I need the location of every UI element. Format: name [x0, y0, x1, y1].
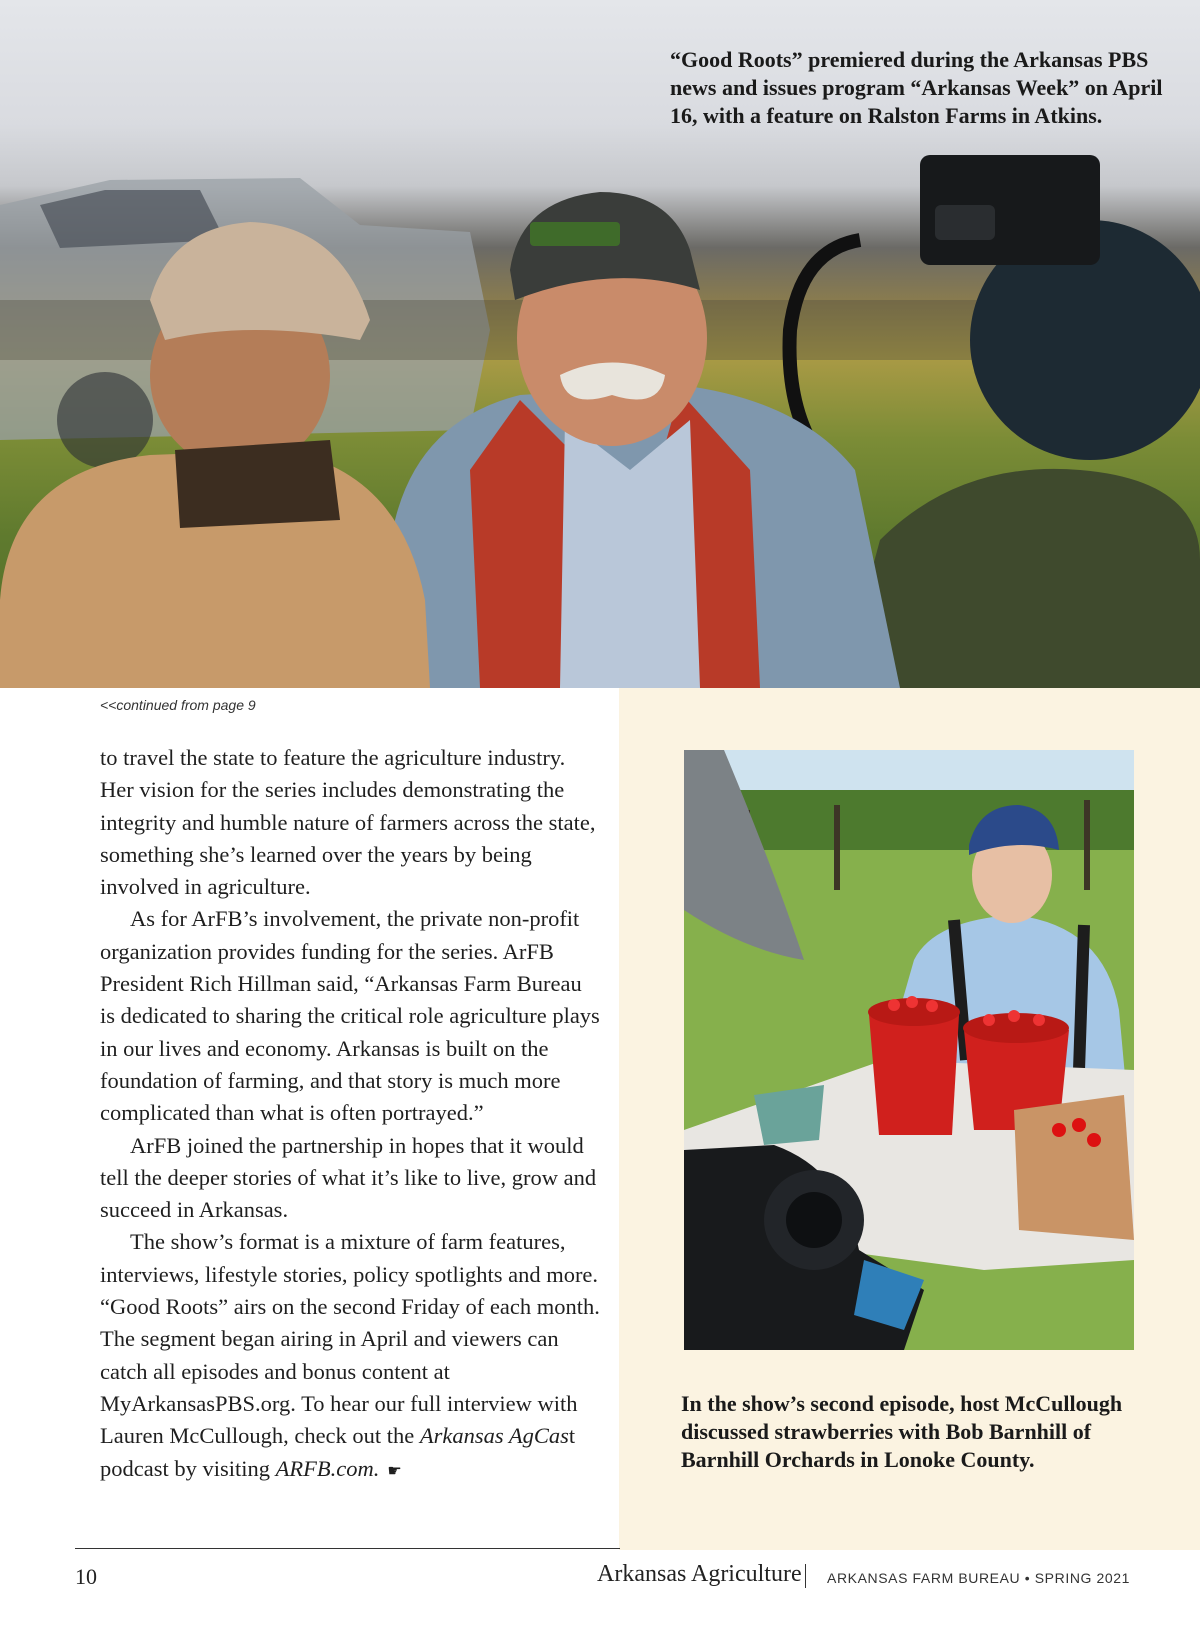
article-text: t podcast by visiting: [100, 1423, 576, 1481]
footer-org-issue: ARKANSAS FARM BUREAU • SPRING 2021: [827, 1570, 1131, 1586]
sidebar-caption: In the show’s second episode, host McCullough discussed strawberries with Bob Barnhill of Barnhill Orchards in Lonoke County.: [681, 1391, 1123, 1472]
strawberry-photo-illustration: [684, 750, 1134, 1350]
page-number: 10: [75, 1564, 97, 1589]
podcast-title: Arkansas AgCas: [419, 1423, 569, 1449]
article-body: [100, 742, 600, 1488]
hero-photo: [0, 0, 1200, 688]
footer-divider: [805, 1564, 806, 1588]
continued-note: <<continued from page 9: [100, 697, 256, 713]
end-mark-icon: ☛: [387, 1462, 402, 1480]
hero-caption: “Good Roots” premiered during the Arkansas PBS news and issues program “Arkansas Week” on April 16, with a feature on Ralston Farms in Atkins.: [670, 47, 1163, 128]
article-paragraph: As for ArFB’s involvement, the private non-profit organization provides funding for the series. ArFB President Rich Hillman said, “Arkansas Farm Bureau is dedicated to sharing the critical role agriculture plays in our lives and economy. Arkansas is built on the foundation of farming, and that story is much more complicated than what is often portrayed.”: [100, 906, 600, 1126]
strawberry-photo: [684, 750, 1134, 1350]
article-text: The show’s format is a mixture of farm features, interviews, lifestyle stories, policy spotlights and more. “Good Roots” airs on the second Friday of each month. The segment began airing in April and viewers can catch all episodes and bonus content at MyArkansasPBS.org. To hear our full interview with Lauren McCullough, check out the: [100, 1229, 600, 1449]
article-paragraph: [100, 1226, 600, 1487]
footer-rule: [75, 1548, 620, 1549]
website-link[interactable]: ARFB.com.: [275, 1455, 380, 1481]
article-paragraph: to travel the state to feature the agriculture industry. Her vision for the series includes demonstrating the integrity and humble nature of farmers across the state, something she’s learned over the years by being involved in agriculture.: [100, 745, 596, 900]
article-paragraph: ArFB joined the partnership in hopes that it would tell the deeper stories of what it’s like to live, grow and succeed in Arkansas.: [100, 1132, 597, 1223]
magazine-title: Arkansas Agriculture: [597, 1561, 802, 1587]
